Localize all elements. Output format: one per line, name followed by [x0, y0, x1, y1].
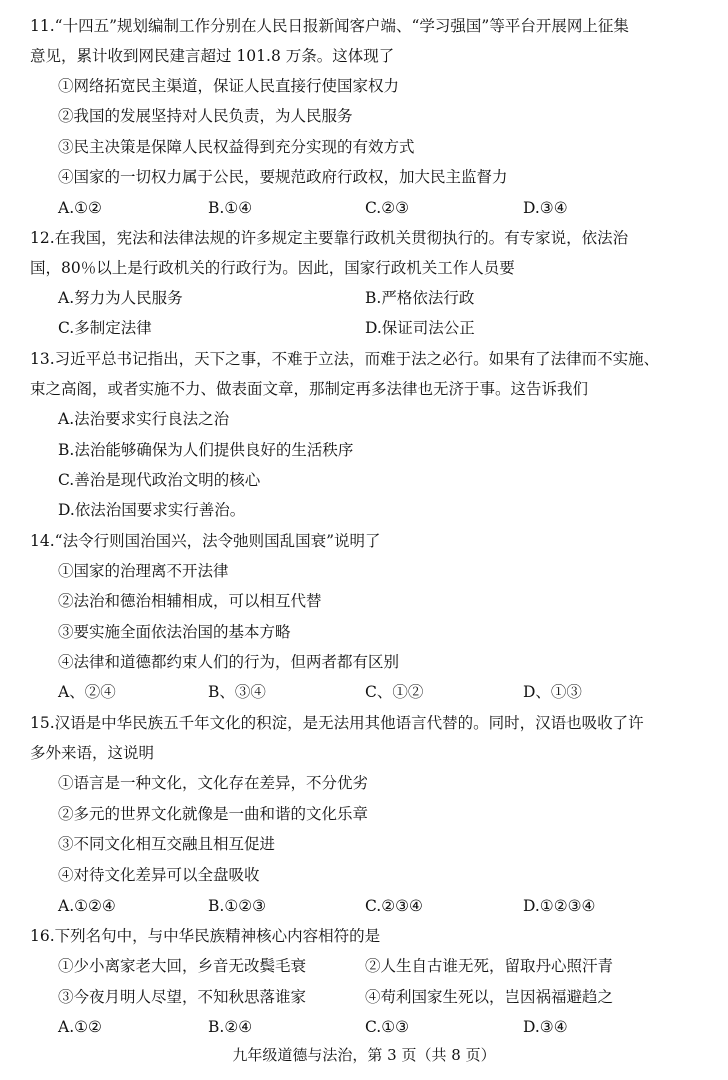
q14-option-c: C、①②: [365, 683, 424, 701]
q11-option-b: B.①④: [208, 199, 253, 217]
q11-option-c: C.②③: [365, 199, 410, 217]
q15-item-1: ①语言是一种文化，文化存在差异，不分优劣: [58, 774, 369, 792]
q13-option-b: B.法治能够确保为人们提供良好的生活秩序: [58, 441, 354, 459]
q15-option-c: C.②③④: [365, 897, 423, 915]
q11-option-a: A.①②: [58, 199, 102, 217]
q11-item-1: ①网络拓宽民主渠道，保证人民直接行使国家权力: [58, 77, 400, 95]
q11-item-2: ②我国的发展坚持对人民负责，为人民服务: [58, 107, 353, 125]
q15-item-3: ③不同文化相互交融且相互促进: [58, 835, 276, 853]
q16-option-b: B.②④: [208, 1018, 253, 1036]
q12-option-b: B.严格依法行政: [365, 289, 475, 307]
q15-stem-line-1: 15.汉语是中华民族五千年文化的积淀，是无法用其他语言代替的。同时，汉语也吸收了许: [30, 714, 644, 732]
q12-option-c: C.多制定法律: [58, 319, 152, 337]
q15-option-d: D.①②③④: [523, 897, 596, 915]
q12-options-row-1: [58, 283, 716, 313]
q13-stem-line-2: 束之高阁，或者实施不力、做表面文章，那制定再多法律也无济于事。这告诉我们: [30, 380, 589, 398]
q15-stem-line-2: 多外来语，这说明: [30, 744, 155, 762]
q13-option-c: C.善治是现代政治文明的核心: [58, 471, 261, 489]
q16-item-4: ④苟利国家生死以，岂因祸福避趋之: [365, 988, 614, 1006]
page-footer: 九年级道德与法治，第 3 页（共 8 页）: [232, 1046, 496, 1064]
q12-option-a: A.努力为人民服务: [58, 289, 183, 307]
q14-option-b: B、③④: [208, 683, 266, 701]
q14-item-1: ①国家的治理离不开法律: [58, 562, 229, 580]
q15-option-a: A.①②④: [58, 897, 116, 915]
q16-items-row-2: [58, 982, 716, 1012]
q13-stem-line-1: 13.习近平总书记指出，天下之事，不难于立法，而难于法之必行。如果有了法律而不实施、: [30, 350, 660, 368]
q14-option-a: A、②④: [58, 683, 116, 701]
q11-option-d: D.③④: [523, 199, 568, 217]
q11-stem-line-2: 意见，累计收到网民建言超过 101.8 万条。这体现了: [30, 47, 395, 65]
q16-item-2: ②人生自古谁无死，留取丹心照汗青: [365, 957, 614, 975]
q14-options-row: [58, 677, 716, 707]
q12-options-row-2: [58, 313, 716, 343]
q16-options-row: [58, 1012, 716, 1042]
q16-option-c: C.①③: [365, 1018, 410, 1036]
q16-items-row-1: [58, 951, 716, 981]
q11-item-3: ③民主决策是保障人民权益得到充分实现的有效方式: [58, 138, 415, 156]
q15-item-2: ②多元的世界文化就像是一曲和谐的文化乐章: [58, 805, 369, 823]
q16-option-d: D.③④: [523, 1018, 568, 1036]
q16-item-3: ③今夜月明人尽望，不知秋思落谁家: [58, 988, 307, 1006]
q12-stem-line-1: 12.在我国，宪法和法律法规的许多规定主要靠行政机关贯彻执行的。有专家说，依法治: [30, 229, 629, 247]
q14-item-2: ②法治和德治相辅相成，可以相互代替: [58, 592, 322, 610]
q13-option-a: A.法治要求实行良法之治: [58, 410, 230, 428]
q12-stem-line-2: 国，80％以上是行政机关的行政行为。因此，国家行政机关工作人员要: [30, 259, 515, 277]
q15-item-4: ④对待文化差异可以全盘吸收: [58, 866, 260, 884]
q15-options-row: [58, 891, 716, 921]
q11-item-4: ④国家的一切权力属于公民，要规范政府行政权，加大民主监督力: [58, 168, 508, 186]
q16-stem: 16.下列名句中，与中华民族精神核心内容相符的是: [30, 927, 381, 945]
q16-option-a: A.①②: [58, 1018, 102, 1036]
q14-stem: 14.“法令行则国治国兴，法令弛则国乱国衰”说明了: [30, 532, 381, 550]
q12-option-d: D.保证司法公正: [365, 319, 475, 337]
q14-item-4: ④法律和道德都约束人们的行为，但两者都有区别: [58, 653, 400, 671]
q14-option-d: D、①③: [523, 683, 582, 701]
q13-option-d: D.依法治国要求实行善治。: [58, 501, 246, 519]
q16-item-1: ①少小离家老大回，乡音无改鬓毛衰: [58, 957, 307, 975]
q14-item-3: ③要实施全面依法治国的基本方略: [58, 623, 291, 641]
q11-stem-line-1: 11.“十四五”规划编制工作分别在人民日报新闻客户端、“学习强国”等平台开展网上征集: [30, 17, 629, 35]
q11-options-row: [58, 193, 716, 223]
q15-option-b: B.①②③: [208, 897, 267, 915]
